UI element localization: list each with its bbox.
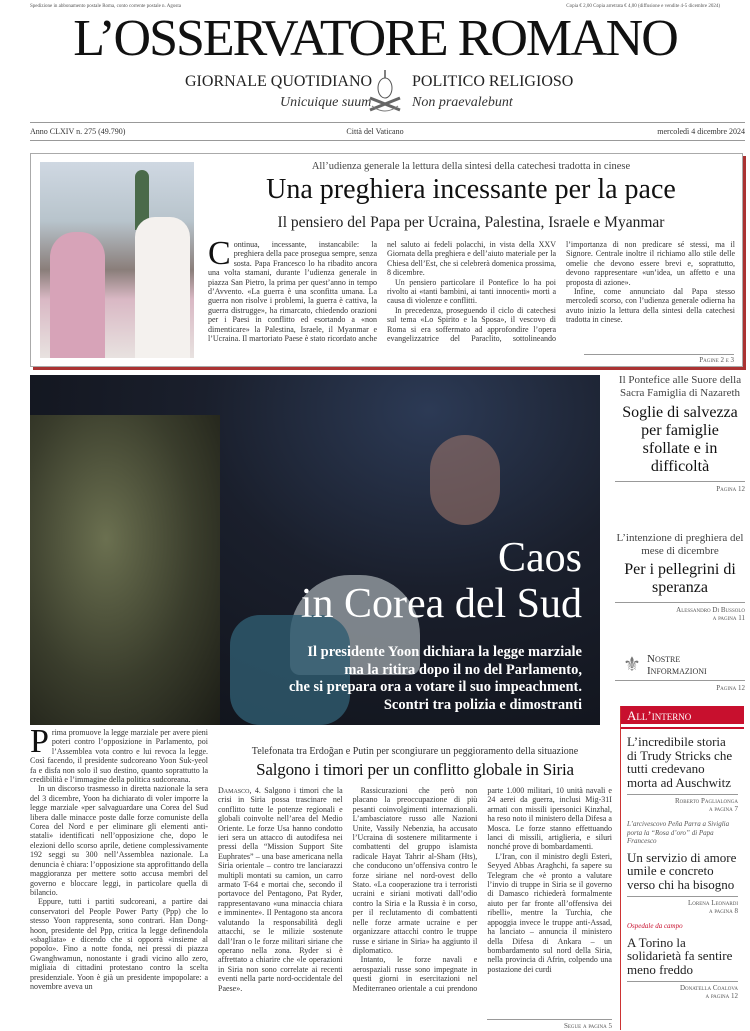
top-kicker: All’udienza generale la lettura della sintesi della catechesi tradotta in cinese — [311, 161, 631, 172]
sidebar-story-1: Il Pontefice alle Suore della Sacra Famiglia di Nazareth Soglie di salvezza per famiglie sfollate e in difficoltà Pagina 12 — [615, 374, 745, 493]
syria-headline: Salgono i timori per un conflitto globale in Siria — [256, 760, 574, 779]
top-headline: Una preghiera incessante per la pace — [266, 174, 676, 205]
syria-continue[interactable]: Segue a pagina 5 — [487, 1019, 612, 1030]
date: mercoledì 4 dicembre 2024 — [657, 127, 745, 136]
lead-headline: Caos in Corea del Sud — [300, 535, 582, 627]
subtitle-right: POLITICO RELIGIOSO — [412, 73, 574, 90]
all-interno-title: All’interno — [621, 706, 744, 727]
postal-note: Spedizione in abbonamento postale Roma, conto corrente postale n. Agosta — [30, 4, 181, 9]
interno-item[interactable]: L’arcivescovo Peña Parra a Siviglia porta la “Rosa d’oro” di Papa Francesco Un servizio di amore umile e concreto verso chi ha bisogno Lorena Leonardi a pagina 8 — [627, 820, 738, 915]
pope-photo — [40, 162, 194, 358]
sidebar-nostre-informazioni[interactable]: ⚜ Nostre Informazioni Pagina 12 — [615, 653, 745, 692]
sidebar-story-2: L’intenzione di preghiera del mese di dicembre Per i pellegrini di speranza Alessandro Di Bussolo a pagina 11 — [616, 532, 745, 622]
lead-subhead: Il presidente Yoon dichiara la legge marziale ma la ritira dopo il no del Parlamento, che si prepara ora a votare il suo impeachment. Scontri tra polizia e dimostranti — [288, 644, 582, 713]
papal-emblem-icon — [362, 68, 408, 118]
interno-item[interactable]: Ospedale da campo A Torino la solidarietà fa sentire meno freddo Donatella Coalova a pagina 12 — [627, 922, 738, 1000]
top-page-ref: Pagine 2 e 3 — [584, 354, 734, 364]
syria-kicker: Telefonata tra Erdoğan e Putin per scongiurare un peggioramento della situazione — [251, 746, 579, 757]
masthead: L’OSSERVATORE ROMANO — [73, 10, 677, 67]
price-note: Copia € 2,00 Copia arretrata € 4,00 (diffusione e vendite 4-5 dicembre 2024) — [566, 4, 720, 9]
place: Città del Vaticano — [346, 127, 404, 136]
papal-emblem-small-icon: ⚜ — [623, 654, 641, 676]
motto-right: Non praevalebunt — [412, 95, 513, 110]
subtitle-left: GIORNALE QUOTIDIANO — [185, 73, 373, 90]
motto-left: Unicuique suum — [280, 95, 372, 110]
syria-body: Damasco, 4. Salgono i timori che la crisi in Siria possa trascinare nel conflitto tutte le potenze regionali e globali coinvolte nell’area del Medio Oriente. Le forze Usa hanno condotto ieri sera un attacco di autodifesa nei pressi della “Mission Support Site Euphrates” – una base americana nella Siria orientale – contro tre lanciarazzi multipli montati su camion, un carro armato T-64 e mortai che, secondo il portavoce del Pentagono, Pat Ryder, rappresentavano «una minaccia chiara e imminente». Il Pentagono sta ancora valutando la responsabilità degli attacchi, se le milizie sostenute dall’Iran o le forze militari siriane che operano nella zona. Ryder si è affrettato a chiarire che «le operazioni in Siria non sono correlate ai recenti eventi nella parte nord-occidentale del Paese». Rassicurazioni che però non placano la preoccupazione di più pesanti coinvolgimenti internazionali. L’ambasciatore russo alle Nazioni Unite, Vassily Nebenzia, ha accusato l’Ucraina di sostenere militarmente i combattenti del gruppo islamista radicale Hayat Tahrir al-Sham (Hts), che conducono un’offensiva contro le forze siriane nel nord-ovest dello Stato. «La cooperazione tra i terroristi ucraini e siriani motivati dall’odio contro la Siria e la Russia è in corso, per il reclutamento di combattenti nelle forze armate ucraine e per organizzare attacchi contro le truppe russe e siriane in Siria» ha aggiunto il diplomatico. Intanto, le forze navali e aerospaziali russe sono impegnate in questi giorni in esercitazioni nel Mediterraneo orientale a cui prendono parte 1.000 militari, 10 unità navali e 24 aerei da guerra, inclusi Mig-31I armati con missili ipersonici Kinzhal, ha reso noto il ministero della Difesa a Mosca. Le forze stanno effettuando lanci di missili, artiglieria, e siluri nonché prove di bombardamenti. L’Iran, con il ministro degli Esteri, Seyyed Abbas Araghchi, fa sapere su Telegram che «è pronto a valutare l’invio di truppe in Siria se il governo di Damasco richiederà formalmente aiuto per far fronte all’offensiva dei ribelli», mentre la Turchia, che appoggia invece le truppe anti-Assad, ha lanciato – annuncia il ministero della Difesa di Ankara – un bombardamento sul nord della Siria, nella provincia di Afrin, colpendo una postazione dei curdi — [218, 786, 612, 993]
top-subhead: Il pensiero del Papa per Ucraina, Palestina, Israele e Myanmar — [277, 214, 665, 231]
top-story — [30, 153, 743, 367]
all-interno-box — [620, 706, 744, 1030]
top-body: Continua, incessante, instancabile: la preghiera della pace prosegua sempre, senza sosta. Papa Francesco lo ha ribadito ancora una volta stamani, durante l’udienza generale in piazza San Pietro, la prima per quest’anno in tempo d’Avvento. «La guerra è una sconfitta umana. La guerra non risolve i problemi, la guerra è cattiva, la guerra distrugge», ha rimarcato, chiedendo orazioni per i Paesi in conflitto ed esortando a «non dimenticare» la Palestina, Israele, il Myanmar e l’Ucraina. Il martoriato Paese è stato ricordato anche nel saluto ai fedeli polacchi, in vista della XXV Giornata della preghiera e dell’aiuto materiale per la Chiesa dell’Est, che si celebrerà domenica prossima, 8 dicembre. Un pensiero particolare il Pontefice lo ha poi rivolto ai «tanti bambini, ai tanti innocenti» morti a causa di violenze e conflitti. In precedenza, proseguendo il ciclo di catechesi sul tema «Lo Spirito e la Sposa», il vescovo di Roma si era soffermato ad approfondire l’opera evangelizzatrice del Paraclito, sottolineando l’importanza di non predicare sé stessi, ma il Signore. Centrale inoltre il richiamo allo stile delle omelie che devono essere brevi e, soprattutto, devono rappresentare «un’idea, un affetto e una proposta di azione». Infine, come annunciato dal Papa stesso mercoledì scorso, con l’udienza generale odierna ha avuto inizio la lettura della sintesi della catechesi tradotta in cinese. — [208, 235, 735, 344]
issue-number: Anno CLXIV n. 275 (49.790) — [30, 127, 126, 136]
interno-item[interactable]: L’incredibile storia di Trudy Stricks che tutti credevano morta ad Auschwitz Roberto Paglialonga a pagina 7 — [627, 734, 738, 813]
korea-body: Prima promuove la legge marziale per avere pieni poteri contro l’opposizione in Parlamento, poi l’Assemblea vota contro e lui revoca la legge. Così facendo, il presidente sudcoreano Yoon Suk-yeol fa e disfa non solo il suo destino, quanto soprattutto la credibilità e l’immagine della politica sudcoreana. In un discorso trasmesso in diretta nazionale la sera del 3 dicembre, Yoon ha dichiarato di voler imporre la legge marziale «per salvaguardare una Corea del Sud libera dalle minacce poste dalle forze comuniste della Corea del Nord e per eliminare gli elementi anti-statali» identificati nell’opposizione che, dopo le elezioni dello scorso aprile, detiene complessivamente 192 seggi su 300 nell’Assemblea nazionale. La denuncia è chiara: l’opposizione sta approfittando della maggioranza per mettere sotto accusa membri del governo e bloccare leggi, in particolare quella di bilancio. Eppure, tutti i partiti sudcoreani, a partire dai conservatori del People Power Party (Ppp) che lo stesso Yoon rappresenta, sono contrari. Han Dong-hoon, presidente del Ppp, critica la legge definendola «sbagliata» e dicendo che si opporrà «insieme al popolo». Fino a notte fonda, nei pressi di piazza Gwanghwamun, nonostante i gradi vicino allo zero, migliaia di cittadini protestano contro la scelta presidenziale. Yoon è già un presidente impopolare: a novembre aveva un — [30, 728, 208, 991]
